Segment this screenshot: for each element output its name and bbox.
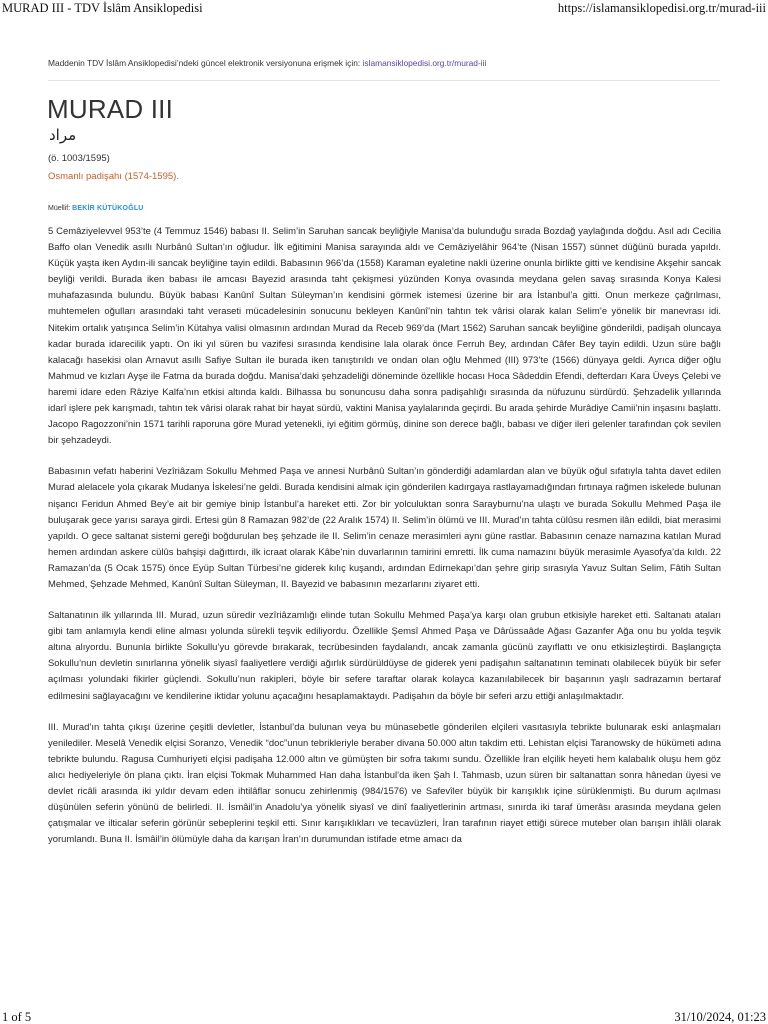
article-link[interactable]: islamansiklopedisi.org.tr/murad-iii xyxy=(362,58,487,68)
notice-text: Maddenin TDV İslâm Ansiklopedisi’ndeki güncel elektronik versiyonuna erişmek için: xyxy=(48,58,363,68)
article-paragraph: Babasının vefatı haberini Vezîriâzam Sokullu Mehmed Paşa ve annesi Nurbânû Sultan’ın gönderdiği adamlardan alan ve büyük oğul sıfatıyla tahta davet edilen Murad alelacele yola çıkarak Mudanya İskelesi’ne geldi. Burada kendisini almak için gönderilen kadırgaya rastlayamadığından fırtınaya rağmen iskelede bulunan nişancı Feridun Ahmed Bey’e ait bir gemiye binip İstanbul’a hareket etti. Zor bir yolculuktan sonra Sarayburnu’na ulaştı ve burada Sokullu Mehmed Paşa ile buluşarak gece yarısı saraya girdi. Ertesi gün 8 Ramazan 982’de (22 Aralık 1574) II. Selim’in ölümü ve III. Murad’ın tahta cülûsu resmen ilân edildi, biat merasimi yapıldı. O gece saltanat sistemi gereği boğdurulan beş şehzade ile II. Selim’in cenaze merasimleri aynı güne rastlar. Babasının cenaze namazına katılan Murad hemen ardından askere cülûs bahşişi dağıttırdı, ilk icraat olarak Kâbe’nin duvarlarının tamirini emretti. İlk cuma namazını büyük merasimle Ayasofya’da kıldı. 22 Ramazan’da (5 Ocak 1575) önce Eyüp Sultan Türbesi’ne giderek kılıç kuşandı, ardından Edirnekapı’dan şehre girip sırasıyla Yavuz Sultan Selim, Fâtih Sultan Mehmed, Şehzade Mehmed, Kanûnî Sultan Süleyman, II. Bayezid ve babasının mezarlarını ziyaret etti. xyxy=(48,466,721,590)
electronic-version-notice xyxy=(48,58,720,68)
arabic-title: مراد xyxy=(49,126,77,144)
death-date: (ö. 1003/1595) xyxy=(48,153,110,164)
print-datetime: 31/10/2024, 01:23 xyxy=(674,1010,766,1024)
entry-description: Osmanlı padişahı (1574-1595). xyxy=(48,171,179,182)
print-header-url: https://islamansiklopedisi.org.tr/murad-iii xyxy=(557,1,766,15)
print-header xyxy=(0,0,768,20)
article-body xyxy=(48,224,721,863)
page-title: MURAD III xyxy=(47,94,174,124)
article-paragraph: III. Murad’ın tahta çıkışı üzerine çeşitli devletler, İstanbul’da bulunan veya bu münasebetle gönderilen elçileri vasıtasıyla tebrikte bulunarak eski anlaşmaları yenilediler. Meselâ Venedik elçisi Soranzo, Venedik “doc”unun tebrikleriyle beraber divana 50.000 altın takdim etti. Lehistan elçisi Taranowsky de hükümeti adına tebrikte bulundu. Ragusa Cumhuriyeti elçisi padişaha 12.000 altın ve gümüşten bir sofra takımı sundu. Özellikle İran elçilik heyeti hem kalabalık oluşu hem göz alıcı hediyeleriyle ön plana çıktı. İran elçisi Tokmak Muhammed Han daha İstanbul’da iken Şah I. Tahmasb, uzun süren bir saltanattan sonra hânedan üyesi ve devlet ricâli arasında iki yıldır devam eden ihtilâflar sonucu zehirlenmiş (984/1576) ve Safevîler büyük bir karışıklık içine sürüklenmişti. Bu durum açılması düşünülen seferin yönünü de belirledi. II. İsmâil’in Anadolu’ya yönelik siyasî ve dinî faaliyetlerinin artması, sınırda iki taraf ümerâsı arasında meydana gelen çatışmalar ve ilticalar seferin görünür sebeplerini teşkil etti. Sınır karışıklıkları ve tecavüzleri, İran tarafının riayet ettiği sürece muteber olan barışın ihlâli olarak yorumlandı. Buna II. İsmâil’in ölümüyle daha da karışan İran’ın durumundan istifade etme amacı da xyxy=(48,721,721,846)
page-number: 1 of 5 xyxy=(2,1010,32,1024)
author-label: Müellif: xyxy=(48,205,73,212)
print-footer xyxy=(0,1006,768,1024)
print-header-title: MURAD III - TDV İslâm Ansiklopedisi xyxy=(2,1,203,15)
author-name[interactable]: BEKİR KÜTÜKOĞLU xyxy=(72,205,144,212)
article-paragraph: Saltanatının ilk yıllarında III. Murad, uzun süredir vezîriâzamlığı elinde tutan Sokullu Mehmed Paşa’ya karşı olan grubun etkisiyle hareket etti. Saltanatı ataları gibi tam anlamıyla kendi eline alması yolunda sürekli teşvik ediliyordu. Özellikle Şemsî Ahmed Paşa ve Dârüssaâde Ağası Gazanfer Ağa onu bu yolda teşvik altına alıyordu. Bununla birlikte Sokullu’yu görevde bırakarak, tecrübesinden faydalandı, ancak zamanla gücünü zayıflattı ve onu etkisizleştirdi. Başlangıçta Sokullu’nun devletin sınırlarına yönelik siyasî faaliyetlere verdiği ağırlık sürdürüldüyse de giderek yeni padişahın saltanatının teminatı olabilecek büyük bir sefer açılması yolundaki fikirler güçlendi. Sokullu’nun rakipleri, böyle bir sefere taraftar olarak kolayca kazanılabilecek bir başarının yaşlı sadrazamın bertaraf edilmesini sağlayacağını ve kendilerine iktidar yolunu açacağını hesaplamaktaydı. Padişahın da böyle bir seferi arzu ettiği anlaşılmaktadır. xyxy=(48,610,721,702)
article-paragraph: 5 Cemâziyelevvel 953’te (4 Temmuz 1546) babası II. Selim’in Saruhan sancak beyliğiyle Manisa’da bulunduğu sırada Bozdağ yaylağında doğdu. Asıl adı Cecilia Baffo olan Venedik asıllı Nurbânû Sultan’ın oğludur. İlk eğitimini Manisa sarayında aldı ve Cemâziyelâhir 964’te (Nisan 1557) sünnet düğünü burada yapıldı. Küçük yaşta iken Aydın-ili sancak beyliğine tayin edildi. Babasının 966’da (1558) Karaman eyaletine nakli üzerine onunla birlikte gitti ve kendisine Akşehir sancak beyliği verildi. Burada iken babası ile amcası Bayezid arasında taht çekişmesi yüzünden Konya ovasında meydana gelen savaş sırasında Konya Kalesi muhafazasında bulundu. Büyük babası Kanûnî Sultan Süleyman’ın kendisini görmek istemesi üzerine bir ara İstanbul’a gitti. Onun merkeze çağrılması, muhtemelen oğulları arasındaki taht veraseti mücadelesinin sonucunu bekleyen Kanûnî’nin tahtın tek vârisi olarak kalan Selim’e yönelik bir manevrası idi. Nitekim ortalık yatışınca Selim’in Kütahya valisi olmasının ardından Murad da Receb 969’da (Mart 1562) Saruhan sancak beyliğine gönderildi, padişah oluncaya kadar burada idarecilik yaptı. On iki yıl süren bu vazifesi sırasında kendisine lala olarak önce Ferruh Bey, ardından Câfer Bey tayin edildi. Uzun süre bağlı kalacağı hasekisi olan Arnavut asıllı Safiye Sultan ile burada iken tanıştırıldı ve ondan olan oğlu Mehmed (III) 973’te (1566) dünyaya geldi. Ayrıca diğer oğlu Mahmud ve kızları Ayşe ile Fatma da burada doğdu. Manisa’daki şehzadeliği döneminde özellikle hocası Hoca Sâdeddin Efendi, defterdarı Kara Üveys Çelebi ve haremi idare eden Râziye Kalfa’nın etkisi altında kaldı. Bilhassa bu sonuncusu daha sonra padişahlığı sırasında da nüfuzunu sürdürdü. Şehzadelik yıllarında idarî işlere pek karışmadı, tahtın tek vârisi olarak rahat bir hayat sürdü, vaktini Manisa yaylalarında geçirdi. Bu arada şehirde Murâdiye Camii’nin inşasını başlattı. Jacopo Ragozzoni’nin 1571 tarihli raporuna göre Murad yetenekli, iyi eğitim görmüş, dinine son derece bağlı, babası ve diğer ileri gelenler tarafından çok sevilen bir şehzadeydi. xyxy=(48,226,721,447)
author-line xyxy=(48,205,144,212)
header-divider xyxy=(48,80,720,81)
